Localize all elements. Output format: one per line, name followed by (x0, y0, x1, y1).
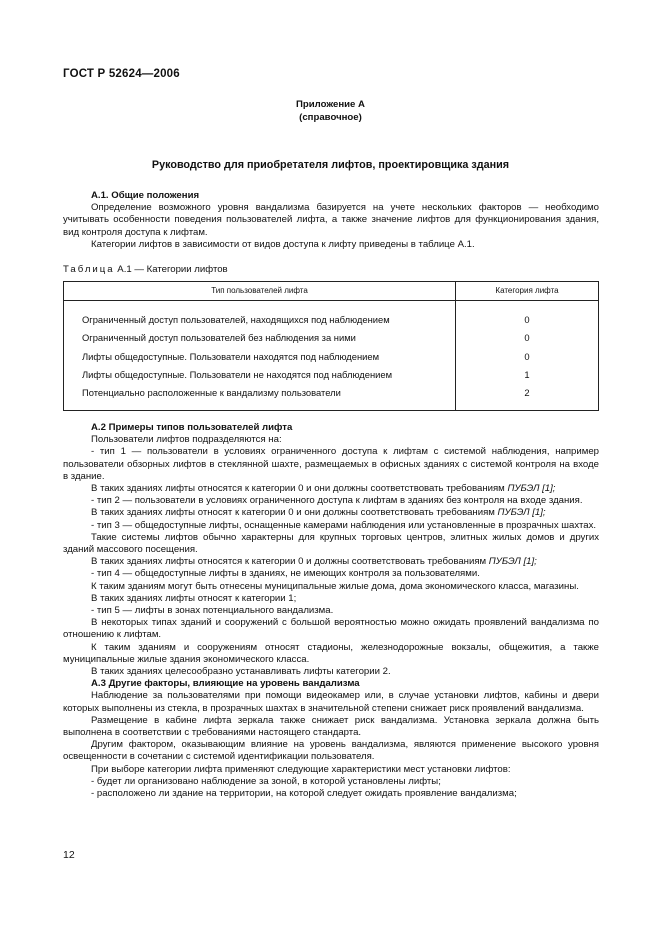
page-number: 12 (63, 849, 75, 861)
cell-user-type: Потенциально расположенные к вандализму пользователи (82, 387, 341, 399)
reference-pubel: ПУБЭЛ [1]; (497, 507, 546, 519)
document-code: ГОСТ Р 52624—2006 (63, 68, 180, 80)
cell-category: 0 (456, 329, 599, 347)
paragraph-text: В таких зданиях лифты относятся к категории 0 и они должны соответствовать требованиям (91, 483, 508, 495)
cell-user-type: Ограниченный доступ пользователей без наблюдения за ними (82, 332, 356, 344)
table-row (64, 348, 599, 366)
reference-pubel: ПУБЭЛ [1]; (507, 483, 556, 495)
section2-paragraph: - тип 5 — лифты в зонах потенциального вандализма. (91, 605, 334, 617)
cell-user-type: Ограниченный доступ пользователей, находящихся под наблюдением (82, 314, 390, 326)
section2-paragraph: Такие системы лифтов обычно характерны для крупных торговых центров, элитных жилых домов и других зданий массового посещения. (63, 531, 599, 556)
cell-category: 1 (456, 366, 599, 384)
section1-paragraph: Категории лифтов в зависимости от видов доступа к лифту приведены в таблице А.1. (91, 238, 475, 250)
table-row (64, 366, 599, 384)
section2-paragraph (63, 483, 599, 495)
section3-paragraph: Наблюдение за пользователями при помощи видеокамер или, в случае установки лифтов, кабины и двери которых выполнены из стекла, в прозрачных шахтах в значительной степени снижает риск проявлений вандализма. (63, 690, 599, 714)
section2-paragraph: - тип 1 — пользователи в условиях ограниченного доступа к лифтам с системой наблюдения, например пользователи обзорных лифтов в стеклянной шахте, размещаемых в офисных зданиях с системой контроля на входе в здание. (63, 446, 599, 482)
paragraph-text: В таких зданиях лифты относятся к категории 0 и должны соответствовать требованиям (91, 556, 489, 568)
section-general (63, 190, 599, 251)
column-header-category: Категория лифта (456, 282, 599, 301)
table-row (64, 384, 599, 411)
section2-paragraph: К таким зданиям и сооружениям относят стадионы, железнодорожные вокзалы, общежития, а также муниципальные жилые здания экономического класса. (63, 641, 599, 665)
section2-paragraph (63, 507, 599, 519)
section2-paragraph: В некоторых типах зданий и сооружений с большой вероятностью можно ожидать проявлений вандализма по отношению к лифтам. (63, 617, 599, 641)
section1-paragraph: Определение возможного уровня вандализма базируется на учете нескольких факторов — необходимо учитывать особенности поведения пользователей лифта, а также значение лифтов для функционирования здания, вид контроля доступа к лифтам. (63, 202, 599, 238)
annex-subtitle: (справочное) (299, 111, 362, 123)
column-header-type: Тип пользователей лифта (64, 282, 456, 301)
section3-paragraph: Размещение в кабине лифта зеркала также снижает риск вандализма. Установка зеркала должна быть выполнена в соответствии с требованиями настоящего стандарта. (63, 714, 599, 739)
table-caption (63, 264, 228, 276)
cell-category: 0 (456, 301, 599, 330)
section3-paragraph: - расположено ли здание на территории, на которой следует ожидать проявление вандализма; (91, 788, 517, 800)
cell-user-type: Лифты общедоступные. Пользователи находятся под наблюдением (82, 350, 380, 362)
table-row (64, 329, 599, 347)
table-caption-prefix: Таблица (63, 264, 115, 275)
section2-paragraph: - тип 3 — общедоступные лифты, оснащенные камерами наблюдения или установленные в прозрачных шахтах. (91, 519, 597, 531)
section2-paragraph: - тип 2 — пользователи в условиях ограниченного доступа к лифтам в зданиях без контроля на входе здания. (91, 495, 583, 507)
section2-paragraph (63, 556, 599, 568)
section2-paragraph: В таких зданиях целесообразно устанавливать лифты категории 2. (91, 666, 391, 678)
section3-heading: А.3 Другие факторы, влияющие на уровень вандализма (91, 678, 360, 690)
cell-category: 2 (456, 384, 599, 411)
section3-paragraph: - будет ли организовано наблюдение за зоной, в которой установлены лифты; (91, 775, 441, 787)
annex-title: Приложение А (296, 99, 365, 110)
reference-pubel: ПУБЭЛ [1]; (488, 556, 537, 568)
lift-categories-table (63, 281, 599, 411)
section2-paragraph: К таким зданиям могут быть отнесены муниципальные жилые дома, дома экономического класса, магазины. (91, 580, 579, 592)
section3-paragraph: Другим фактором, оказывающим влияние на уровень вандализма, являются применение высокого уровня освещенности в сочетании с системой идентификации пользователя. (63, 739, 599, 763)
main-title: Руководство для приобретателя лифтов, проектировщика здания (151, 159, 510, 171)
table-caption-text: А.1 — Категории лифтов (117, 264, 228, 275)
section1-heading: А.1. Общие положения (91, 190, 200, 201)
paragraph-text: В таких зданиях лифты относят к категории 0 и они должны соответствовать требованиям (91, 507, 498, 519)
section2-heading: А.2 Примеры типов пользователей лифта (91, 422, 293, 433)
section2-paragraph: - тип 4 — общедоступные лифты в зданиях, не имеющих контроля за пользователями. (91, 568, 480, 580)
table-row (64, 301, 599, 330)
section2-paragraph: Пользователи лифтов подразделяются на: (91, 434, 282, 446)
table-header-row (64, 282, 599, 301)
cell-user-type: Лифты общедоступные. Пользователи не находятся под наблюдением (82, 368, 393, 380)
section-examples (63, 422, 599, 800)
annex-heading (0, 99, 661, 124)
section2-paragraph: В таких зданиях лифты относят к категории 1; (91, 592, 297, 604)
cell-category: 0 (456, 348, 599, 366)
section3-paragraph: При выборе категории лифта применяют следующие характеристики мест установки лифтов: (91, 763, 511, 775)
